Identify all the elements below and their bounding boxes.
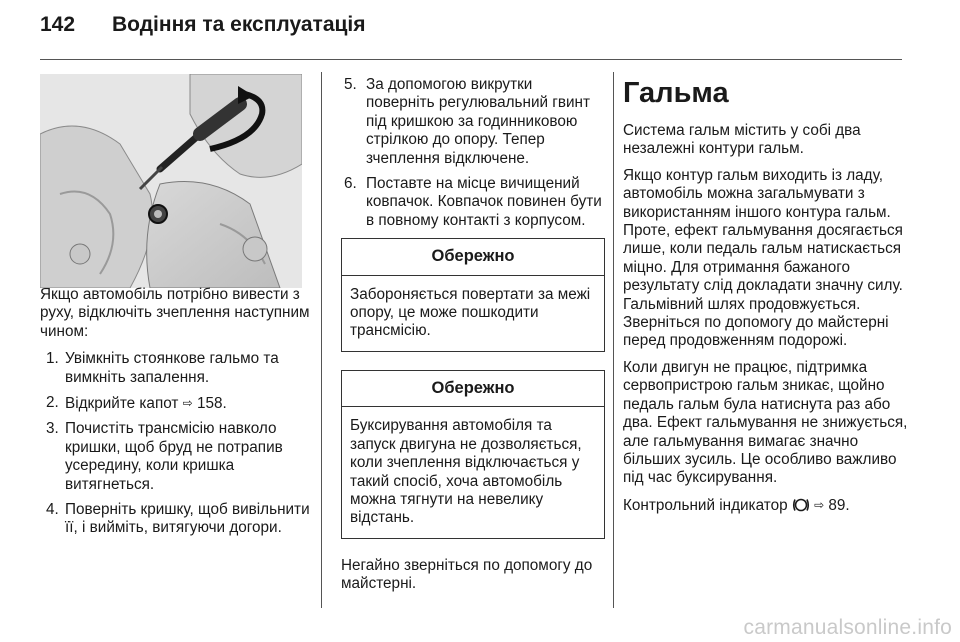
page-header-title: Водіння та експлуатація xyxy=(112,13,366,36)
page-reference-link[interactable]: 89. xyxy=(828,496,850,514)
outro-paragraph: Негайно зверніться по допомогу до майстерні. xyxy=(341,556,593,593)
steps-list-1 xyxy=(40,350,312,538)
warning-text: Буксирування автомобіля та запуск двигуна не дозволяється, коли зчеплення відключається у такий спосіб, хоча автомобіль можна тягнути на невелику відстань. xyxy=(350,417,582,527)
warning-title: Обережно xyxy=(342,371,604,407)
list-item: 4. Поверніть кришку, щоб вивільнити її, і вийміть, витягуючи догори. xyxy=(46,501,310,537)
middle-column xyxy=(341,76,605,603)
paragraph: Коли двигун не працює, підтримка сервопристрою гальм зникає, щойно педаль гальм була натиснута раз або два. Ефект гальмування не знижується, але гальмування вимагає значно більших зусиль. Це особливо важливо під час буксирування. xyxy=(623,358,908,487)
engine-bay-illustration xyxy=(40,74,302,288)
warning-text: Забороняється повертати за межі опору, це може пошкодити трансмісію. xyxy=(350,285,591,340)
page-number: 142 xyxy=(40,13,76,36)
paragraph: Система гальм містить у собі два незалежні контури гальм. xyxy=(623,122,861,158)
list-item: 6. Поставте на місце вичищений ковпачок. Ковпачок повинен бути в повному контакті з корпусом. xyxy=(344,175,602,229)
page-reference-arrow-icon: ⇨ xyxy=(182,396,193,411)
list-item: 2. Відкрийте капот ⇨ 158. xyxy=(46,394,227,413)
indicator-paragraph: Контрольний індикатор ⇨ 89. xyxy=(623,496,850,514)
section-title: Гальма xyxy=(623,77,729,109)
warning-title: Обережно xyxy=(342,239,604,275)
watermark: carmanualsonline.info xyxy=(743,616,952,639)
list-item: 5. За допомогою викрутки поверніть регулювальний гвинт під кришкою за годинниковою стрілкою до опору. Тепер зчеплення відключене. xyxy=(344,76,590,167)
page-reference-link[interactable]: 158. xyxy=(196,395,227,413)
intro-paragraph: Якщо автомобіль потрібно вивести з руху, відключіть зчеплення наступним чином: xyxy=(40,286,310,340)
list-item: 3. Почистіть трансмісію навколо кришки, щоб бруд не потрапив усередину, коли кришка витягнеться. xyxy=(46,420,283,493)
header-rule xyxy=(40,59,902,60)
left-column xyxy=(40,286,312,545)
steps-list-2 xyxy=(341,76,605,230)
warning-box-1 xyxy=(341,238,605,352)
paragraph: Якщо контур гальм виходить із ладу, автомобіль можна загальмувати з використанням іншого контура гальм. Проте, ефект гальмування досягається лише, коли педаль гальм натискається міцно. Для отримання бажаного результату слід докладати значну силу. Гальмівний шлях продовжується. Зверніться по допомогу до майстерні перед продовженням подорожі. xyxy=(623,166,903,350)
column-divider-2 xyxy=(613,72,614,608)
brake-warning-lamp-icon xyxy=(792,497,810,513)
warning-box-2 xyxy=(341,370,605,539)
list-item: 1. Увімкніть стоянкове гальмо та вимкніть запалення. xyxy=(46,350,279,386)
column-divider-1 xyxy=(321,72,322,608)
page-reference-arrow-icon: ⇨ xyxy=(814,497,825,512)
right-column xyxy=(623,76,913,523)
